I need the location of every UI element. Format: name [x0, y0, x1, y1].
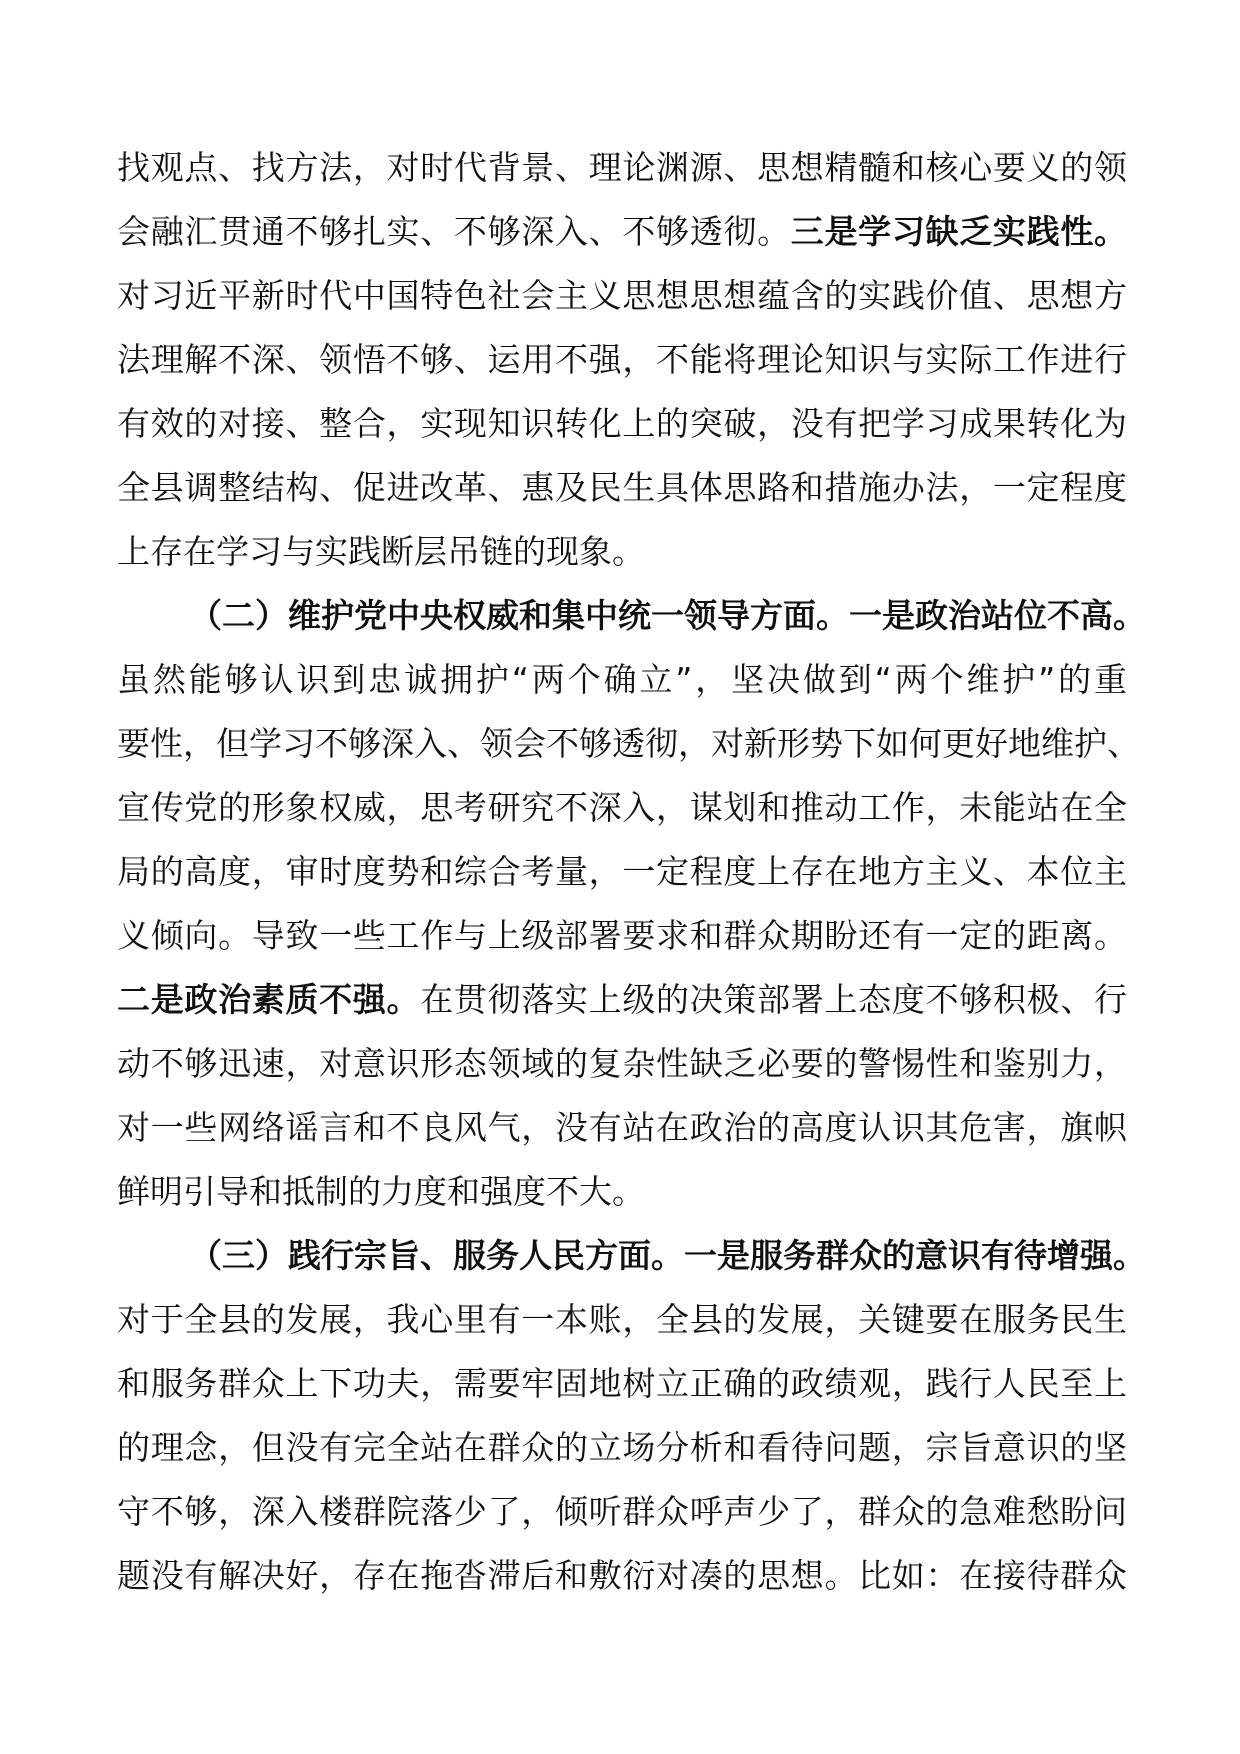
text-line: [117, 136, 1127, 200]
text-segment: 的理念，但没有完全站在群众的立场分析和看待问题，宗旨意识的坚: [117, 1428, 1127, 1467]
text-line: [117, 1416, 1127, 1480]
text-segment: 题没有解决好，存在拖沓滞后和敷衍对凑的思想。比如：在接待群众: [117, 1556, 1127, 1595]
text-line: [117, 1160, 1127, 1224]
text-line: [117, 840, 1127, 904]
text-line: [117, 1032, 1127, 1096]
text-line: [117, 1224, 1146, 1288]
text-line: [117, 1544, 1127, 1608]
text-segment: 义倾向。导致一些工作与上级部署要求和群众期盼还有一定的距离。: [117, 916, 1127, 955]
text-segment: 会融汇贯通不够扎实、不够深入、不够透彻。: [117, 212, 791, 251]
text-segment: 宣传党的形象权威，思考研究不深入，谋划和推动工作，未能站在全: [117, 788, 1127, 827]
text-segment: 法理解不深、领悟不够、运用不强，不能将理论知识与实际工作进行: [117, 340, 1127, 379]
bold-text-segment: 三是学习缺乏实践性。: [790, 212, 1128, 251]
text-segment: 在贯彻落实上级的决策部署上态度不够积极、行: [420, 980, 1128, 1019]
text-segment: 找观点、找方法，对时代背景、理论渊源、思想精髓和核心要义的领: [117, 148, 1127, 187]
text-segment: 全县调整结构、促进改革、惠及民生具体思路和措施办法，一定程度: [117, 468, 1127, 507]
text-segment: 对于全县的发展，我心里有一本账，全县的发展，关键要在服务民生: [117, 1300, 1127, 1339]
text-line: [117, 328, 1127, 392]
text-line: [117, 264, 1127, 328]
text-line: [117, 520, 1127, 584]
text-line: [117, 648, 1127, 712]
text-line: [117, 456, 1127, 520]
text-line: [117, 712, 1140, 776]
text-line: [117, 1096, 1127, 1160]
document-body: [117, 136, 1146, 1608]
text-line: [117, 1288, 1127, 1352]
text-line: [117, 904, 1127, 968]
text-segment: 有效的对接、整合，实现知识转化上的突破，没有把学习成果转化为: [117, 404, 1127, 443]
text-line: [117, 776, 1127, 840]
text-segment: 对一些网络谣言和不良风气，没有站在政治的高度认识其危害，旗帜: [117, 1108, 1127, 1147]
text-line: [117, 968, 1127, 1032]
text-segment: 局的高度，审时度势和综合考量，一定程度上存在地方主义、本位主: [117, 852, 1127, 891]
text-line: [117, 1352, 1127, 1416]
text-segment: 虽然能够认识到忠诚拥护“两个确立”，坚决做到“两个维护”的重: [117, 660, 1127, 699]
text-line: [117, 584, 1146, 648]
bold-text-segment: （三）践行宗旨、服务人民方面。一是服务群众的意识有待增强。: [189, 1236, 1146, 1275]
text-line: [117, 392, 1127, 456]
text-segment: 和服务群众上下功夫，需要牢固地树立正确的政绩观，践行人民至上: [117, 1364, 1127, 1403]
bold-text-segment: （二）维护党中央权威和集中统一领导方面。一是政治站位不高。: [189, 596, 1146, 635]
text-line: [117, 1480, 1127, 1544]
text-segment: 动不够迅速，对意识形态领域的复杂性缺乏必要的警惕性和鉴别力，: [117, 1044, 1127, 1083]
text-segment: 上存在学习与实践断层吊链的现象。: [117, 532, 645, 571]
text-segment: 鲜明引导和抵制的力度和强度不大。: [117, 1172, 645, 1211]
bold-text-segment: 二是政治素质不强。: [117, 980, 421, 1019]
text-segment: 要性，但学习不够深入、领会不够透彻，对新形势下如何更好地维护、: [117, 724, 1140, 763]
text-segment: 对习近平新时代中国特色社会主义思想思想蕴含的实践价值、思想方: [117, 276, 1127, 315]
text-segment: 守不够，深入楼群院落少了，倾听群众呼声少了，群众的急难愁盼问: [117, 1492, 1127, 1531]
text-line: [117, 200, 1127, 264]
